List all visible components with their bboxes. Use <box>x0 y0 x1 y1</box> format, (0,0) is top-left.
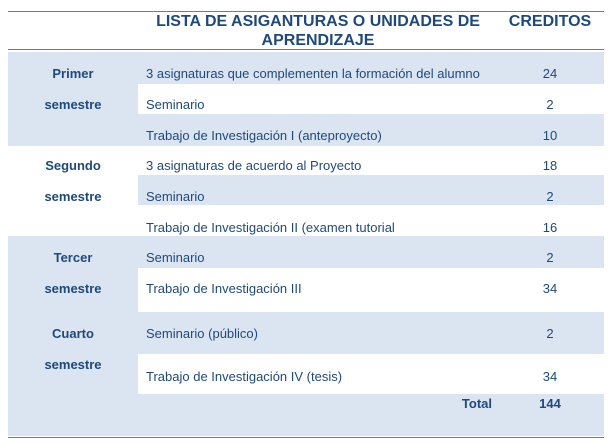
subject-cell: Trabajo de Investigación III <box>146 281 302 296</box>
total-label: Total <box>461 396 492 411</box>
semester-2-label-2: semestre <box>44 189 102 204</box>
semester-1-label: Primer <box>52 66 94 81</box>
subject-cell: 3 asignaturas que complementen la formación del alumno <box>146 66 480 81</box>
header-credits: CREDITOS <box>508 13 592 30</box>
semester-3-label-2: semestre <box>44 281 102 296</box>
subject-cell: Trabajo de Investigación II (examen tutorial <box>146 220 395 235</box>
header-subjects: LISTA DE ASIGANTURAS O UNIDADES DE APRENDIZAJE <box>156 13 480 49</box>
subject-cell: Seminario <box>146 250 205 265</box>
semester-4-label: Cuarto <box>52 326 94 341</box>
subject-cell: Seminario <box>146 97 205 112</box>
credits-cell: 2 <box>546 326 554 341</box>
credits-cell: 2 <box>546 250 554 265</box>
credits-cell: 2 <box>546 97 554 112</box>
subject-cell: Trabajo de Investigación I (anteproyecto) <box>146 128 382 143</box>
credits-cell: 34 <box>542 281 558 296</box>
total-value: 144 <box>539 396 561 411</box>
subject-cell: 3 asignaturas de acuerdo al Proyecto <box>146 158 362 173</box>
semester-2-label: Segundo <box>45 158 101 173</box>
subject-cell: Seminario <box>146 189 205 204</box>
credits-cell: 18 <box>542 158 558 173</box>
subject-cell: Trabajo de Investigación IV (tesis) <box>146 369 343 384</box>
semester-1-label-2: semestre <box>44 97 102 112</box>
credits-cell: 16 <box>542 220 558 235</box>
credits-cell: 24 <box>542 66 558 81</box>
bottom-rule <box>8 437 604 438</box>
credits-cell: 10 <box>542 128 558 143</box>
semester-3-label: Tercer <box>53 250 93 265</box>
semester-4-label-2: semestre <box>44 357 102 372</box>
credits-cell: 34 <box>542 369 558 384</box>
subject-cell: Seminario (público) <box>146 326 258 341</box>
credits-cell: 2 <box>546 189 554 204</box>
